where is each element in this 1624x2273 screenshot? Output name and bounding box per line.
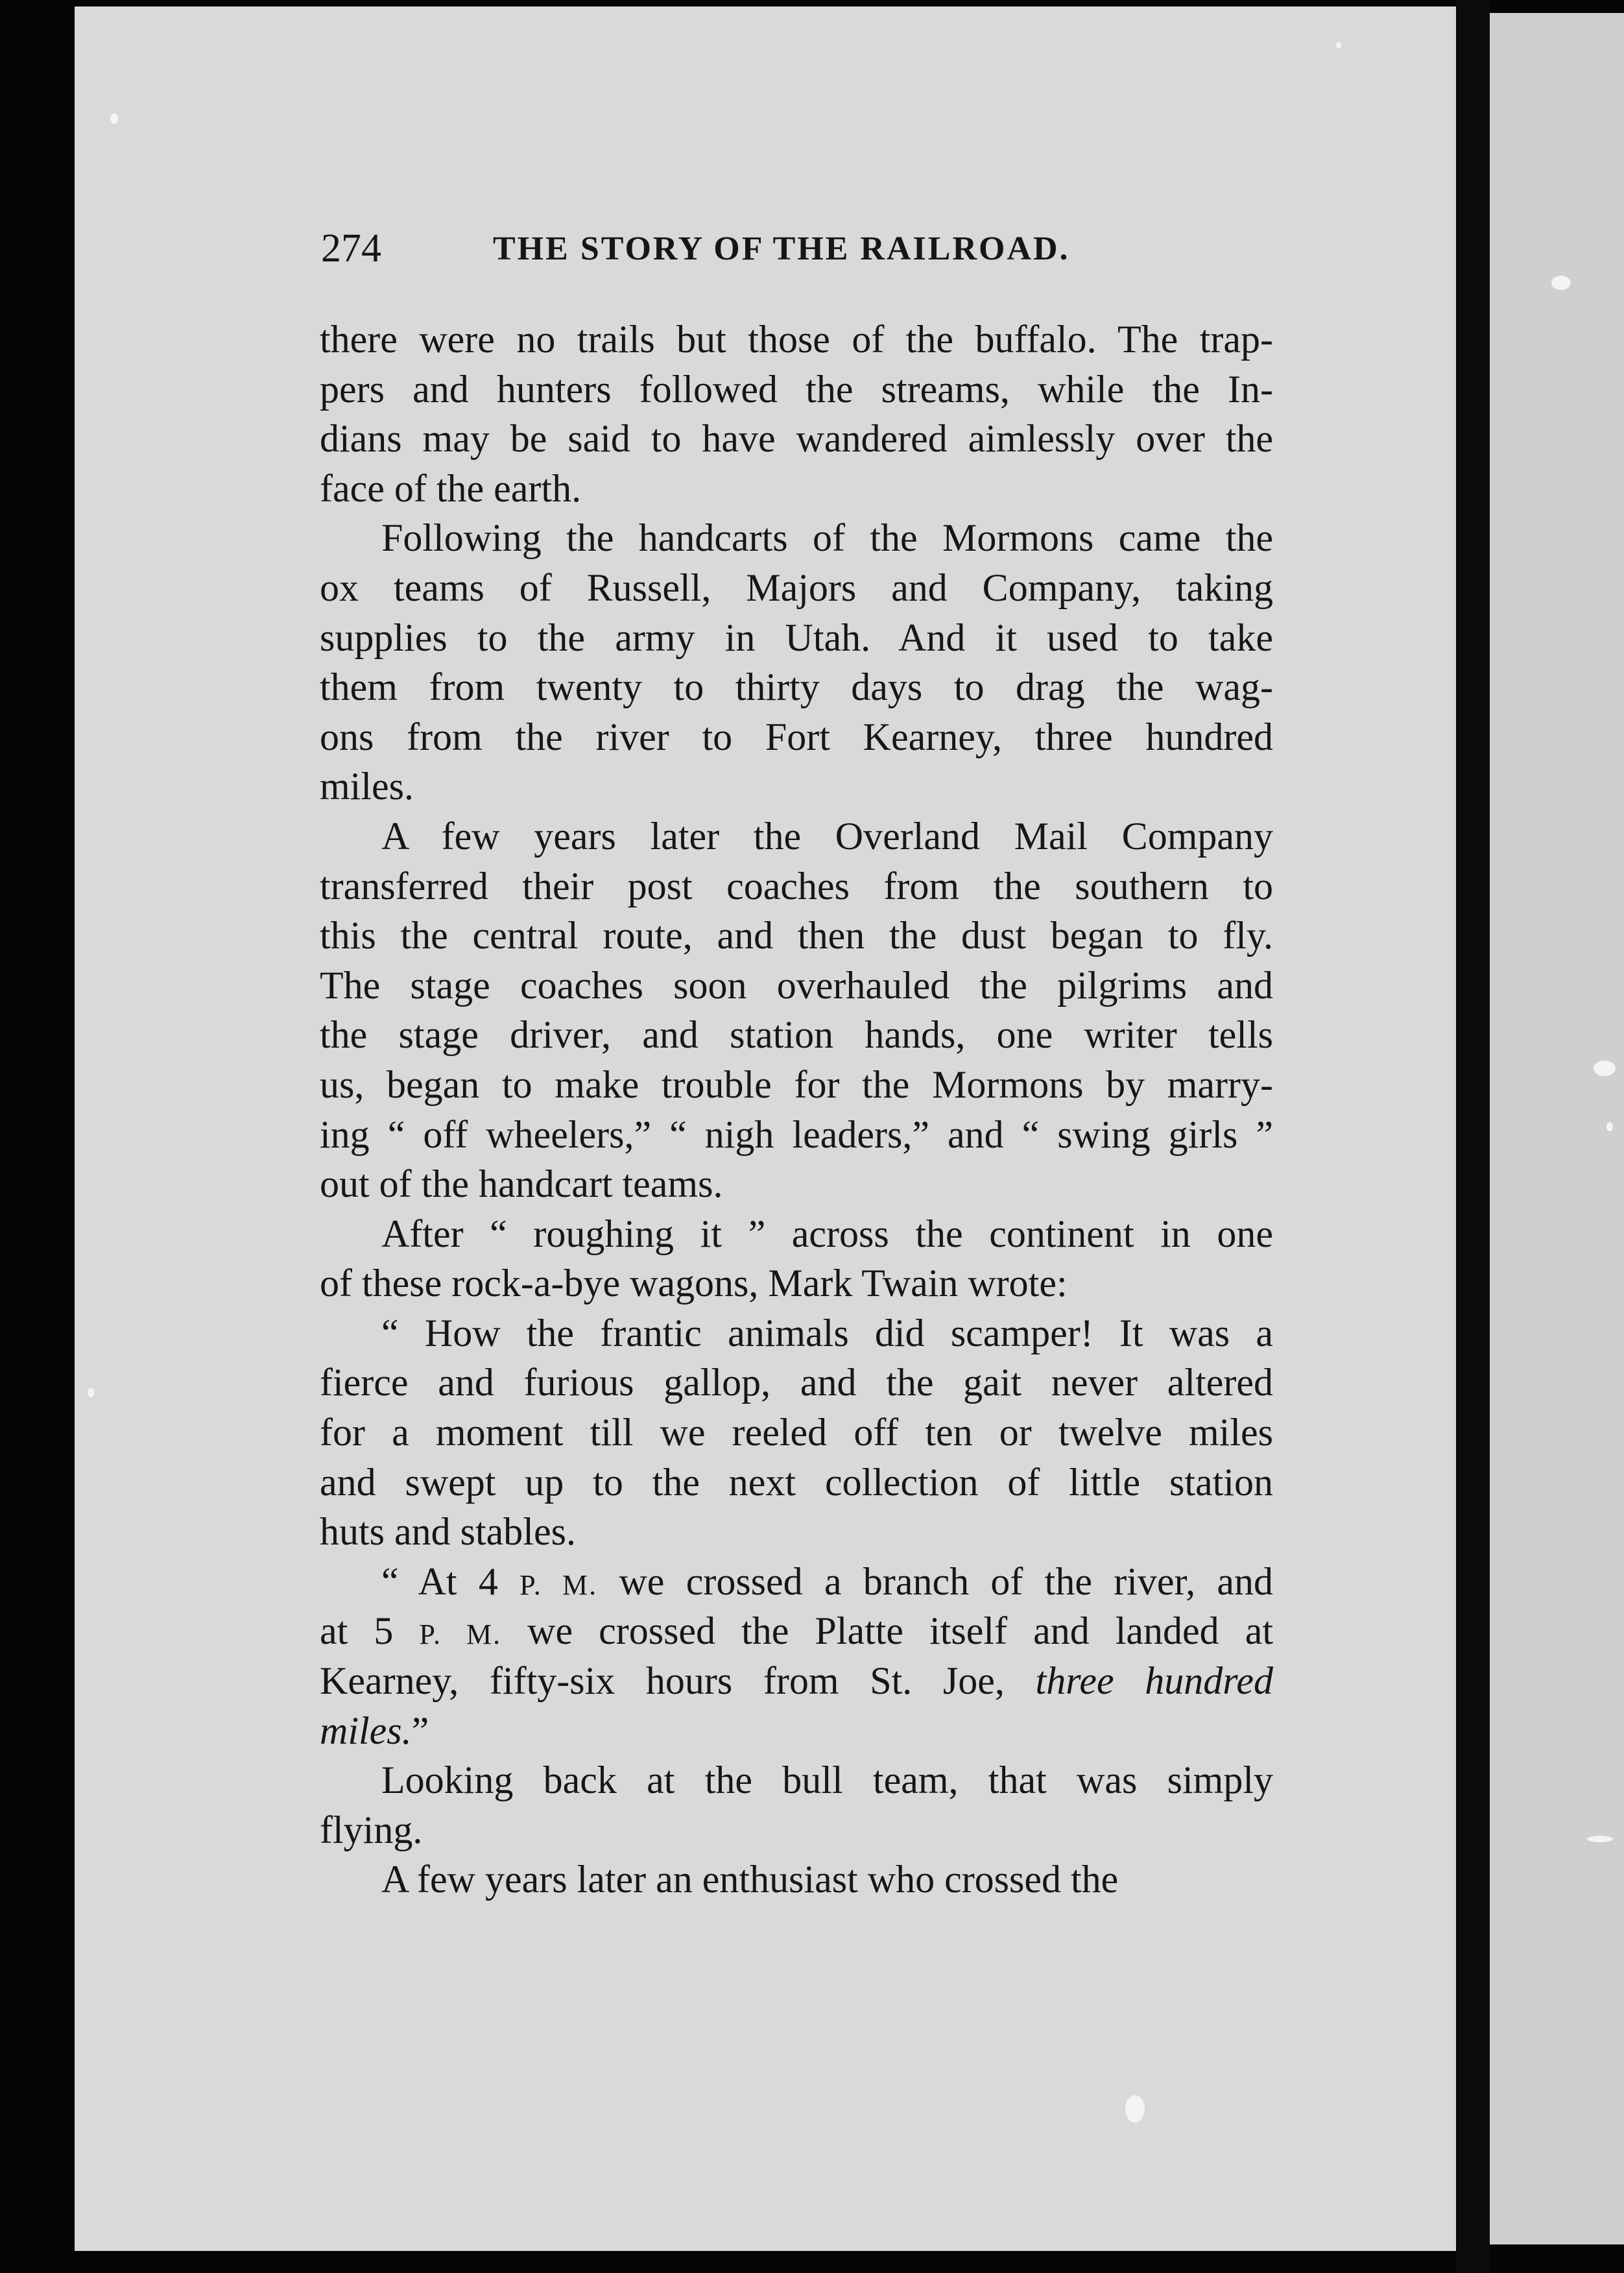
- text-line: this the central route, and then the dust began to fly.: [320, 914, 1273, 957]
- paragraph: [320, 513, 1273, 812]
- paragraph: [320, 1209, 1273, 1308]
- paragraph: [320, 1855, 1273, 1905]
- text-line: The stage coaches soon overhauled the pilgrims and: [320, 963, 1273, 1007]
- text-line: A few years later the Overland Mail Company: [381, 814, 1273, 858]
- body-text: [320, 315, 1273, 1905]
- text-line: Looking back at the bull team, that was simply: [381, 1759, 1273, 1802]
- running-head-title: THE STORY OF THE RAILROAD.: [493, 230, 1070, 267]
- paragraph: [320, 1308, 1273, 1557]
- text-line: face of the earth.: [320, 466, 582, 510]
- running-header: [321, 226, 1278, 284]
- text-line: A few years later an enthusiast who crossed the: [381, 1858, 1119, 1901]
- text-line: “ How the frantic animals did scamper! It was a: [381, 1311, 1273, 1354]
- text-line: transferred their post coaches from the southern to: [320, 864, 1273, 908]
- text-line: pers and hunters followed the streams, while the In-: [320, 367, 1273, 411]
- text-line: us, began to make trouble for the Mormons by marry-: [320, 1063, 1273, 1106]
- text-line: out of the handcart teams.: [320, 1162, 723, 1206]
- text-line: ing “ off wheelers,” “ nigh leaders,” and “ swing girls ”: [320, 1112, 1273, 1156]
- text-line: ox teams of Russell, Majors and Company, taking: [320, 566, 1273, 609]
- text-line: ons from the river to Fort Kearney, three hundred: [320, 715, 1273, 758]
- paragraph: [320, 1755, 1273, 1855]
- adjacent-page-edge: [1490, 13, 1624, 2244]
- text-line: and swept up to the next collection of little station: [320, 1460, 1273, 1504]
- text-line: dians may be said to have wandered aimlessly over the: [320, 417, 1273, 461]
- text-line: the stage driver, and station hands, one writer tells: [320, 1013, 1273, 1057]
- text-line: After “ roughing it ” across the continent in one: [381, 1212, 1273, 1255]
- text-line: huts and stables.: [320, 1510, 576, 1554]
- paragraph: [320, 1557, 1273, 1755]
- page-number: 274: [321, 226, 381, 271]
- text-line: Kearney, fifty-six hours from St. Joe, three hundred: [320, 1659, 1273, 1703]
- book-gutter: [1456, 0, 1490, 2273]
- text-line: them from twenty to thirty days to drag the wag-: [320, 666, 1273, 709]
- paragraph: [320, 315, 1273, 513]
- text-line: of these rock-a-bye wagons, Mark Twain wrote:: [320, 1262, 1068, 1305]
- text-line: Following the handcarts of the Mormons came the: [381, 516, 1273, 560]
- text-line: miles.”: [320, 1709, 429, 1752]
- text-line: flying.: [320, 1808, 423, 1851]
- text-line: there were no trails but those of the buffalo. The trap-: [320, 318, 1273, 361]
- text-line: supplies to the army in Utah. And it used to take: [320, 616, 1273, 659]
- text-line: for a moment till we reeled off ten or twelve miles: [320, 1411, 1273, 1454]
- text-line: miles.: [320, 765, 414, 808]
- paragraph: [320, 812, 1273, 1209]
- text-line: at 5 P. M. we crossed the Platte itself and landed at: [320, 1609, 1273, 1653]
- text-line: “ At 4 P. M. we crossed a branch of the river, and: [381, 1559, 1274, 1603]
- text-line: fierce and furious gallop, and the gait never altered: [320, 1361, 1273, 1404]
